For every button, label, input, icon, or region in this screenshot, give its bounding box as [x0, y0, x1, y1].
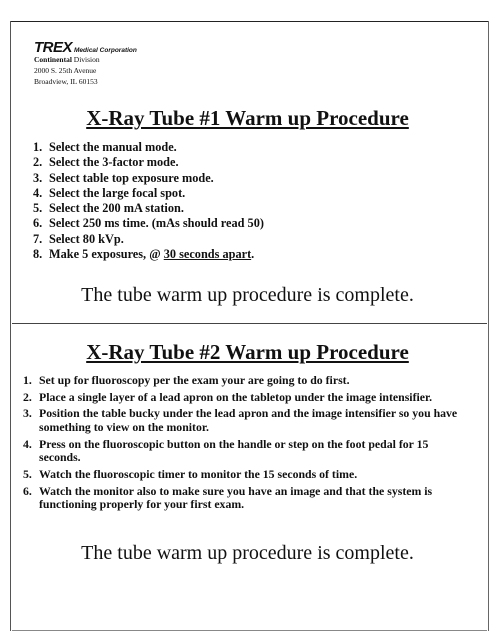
division-label: Division — [71, 55, 100, 64]
section2-closing: The tube warm up procedure is complete. — [81, 542, 414, 564]
page-border-top — [10, 21, 489, 22]
section1-title: X-Ray Tube #1 Warm up Procedure — [86, 106, 409, 130]
company-logo — [34, 39, 137, 56]
section1-steps — [33, 140, 264, 262]
step-item: 2. Place a single layer of a lead apron on the tabletop under the image intensifier. — [23, 389, 433, 404]
address-street: 2000 S. 25th Avenue — [34, 66, 97, 75]
step-item: 5. Watch the fluoroscopic timer to monitor the 15 seconds of time. — [23, 466, 358, 481]
underlined-interval: 30 seconds apart — [163, 247, 252, 262]
step-item: 3. Select table top exposure mode. — [33, 170, 214, 185]
division-line — [34, 55, 100, 65]
page-border-bottom — [12, 630, 487, 631]
section1-closing: The tube warm up procedure is complete. — [81, 284, 414, 306]
address-city: Broadview, IL 60153 — [34, 77, 98, 86]
section2-steps — [23, 374, 463, 515]
step-item: 1. Set up for fluoroscopy per the exam your are going to do first. — [23, 373, 350, 387]
step-item: 6. Select 250 ms time. (mAs should read 50) — [33, 216, 264, 231]
step-item: 8. Make 5 exposures, @ 30 seconds apart. — [33, 247, 255, 262]
step-item: 4. Select the large focal spot. — [33, 185, 186, 200]
logo-suffix: Medical Corporation — [74, 47, 137, 54]
step-item: 6. Watch the monitor also to make sure you have an image and that the system is functioning properly for your first exam. — [23, 483, 433, 512]
step-item: 1. Select the manual mode. — [33, 140, 177, 154]
step-item: 7. Select 80 kVp. — [33, 231, 124, 246]
division-name: Continental — [34, 55, 72, 64]
step-item: 3. Position the table bucky under the lead apron and the image intensifier so you have something to view on the monitor. — [23, 406, 458, 434]
section-divider — [12, 323, 487, 324]
logo-mark: TREX — [34, 39, 73, 56]
step-item: 2. Select the 3-factor mode. — [33, 155, 179, 170]
section2-title: X-Ray Tube #2 Warm up Procedure — [86, 340, 409, 364]
step-item: 5. Select the 200 mA station. — [33, 201, 184, 216]
step-item: 4. Press on the fluoroscopic button on the handle or step on the foot pedal for 15 seconds. — [23, 436, 429, 465]
